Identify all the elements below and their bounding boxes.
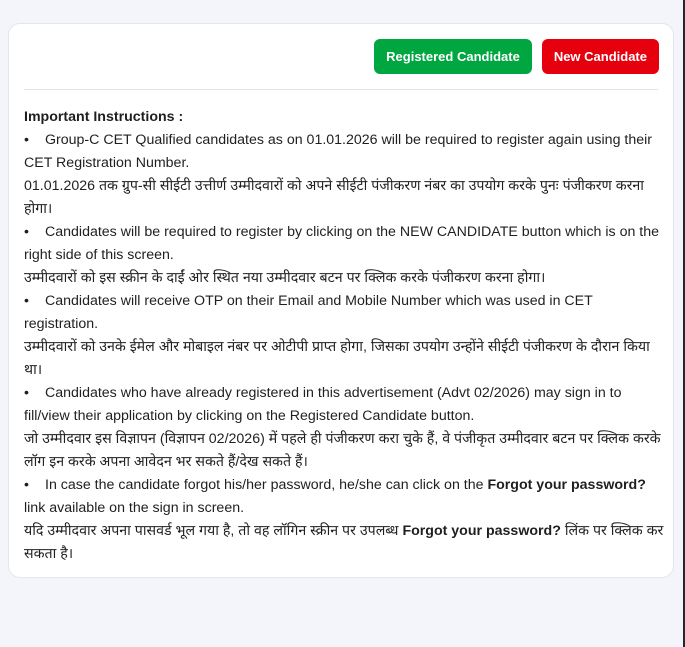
instructions-card [8,23,674,578]
instruction-en-5 [24,474,664,520]
action-buttons [374,39,659,74]
instructions-heading: Important Instructions : [24,109,184,125]
forgot-password-link-text-hi: Forgot your password? [402,523,561,539]
text: link available on the sign in screen. [24,500,245,516]
divider [24,89,658,90]
text: लिंक पर क्लिक कर सकता है। [24,523,664,562]
instruction-en-2: • Candidates will be required to register by clicking on the NEW CANDIDATE button which is on the right side of this screen. [24,221,664,267]
instruction-en-3: • Candidates will receive OTP on their Email and Mobile Number which was used in CET registration. [24,290,664,336]
text: In case the candidate forgot his/her password, he/she can click on the [45,477,488,493]
instruction-hi-3: उम्मीदवारों को उनके ईमेल और मोबाइल नंबर पर ओटीपी प्राप्त होगा, जिसका उपयोग उन्होंने सीईटी पंजीकरण के दौरान किया था। [24,339,650,378]
instruction-hi-5 [24,520,664,566]
forgot-password-link-text: Forgot your password? [487,477,646,493]
new-candidate-button[interactable]: New Candidate [542,39,659,74]
text: यदि उम्मीदवार अपना पासवर्ड भूल गया है, तो वह लॉगिन स्क्रीन पर उपलब्ध [24,523,403,539]
instruction-hi-4: जो उम्मीदवार इस विज्ञापन (विज्ञापन 02/2026) में पहले ही पंजीकरण करा चुके हैं, वे पंजीकृत उम्मीदवार बटन पर क्लिक करके लॉग इन करके अपना आवेदन भर सकते हैं/देख सकते हैं। [24,431,661,470]
instruction-hi-2: उम्मीदवारों को इस स्क्रीन के दाईं ओर स्थित नया उम्मीदवार बटन पर क्लिक करके पंजीकरण करना होगा। [24,270,546,286]
registered-candidate-button[interactable]: Registered Candidate [374,39,532,74]
instructions-content [24,106,664,566]
instruction-hi-1: 01.01.2026 तक ग्रुप-सी सीईटी उत्तीर्ण उम्मीदवारों को अपने सीईटी पंजीकरण नंबर का उपयोग करके पुनः पंजीकरण करना होगा। [24,178,644,217]
instruction-en-1: • Group-C CET Qualified candidates as on 01.01.2026 will be required to register again using their CET Registration Number. [24,129,664,175]
instruction-en-4: • Candidates who have already registered in this advertisement (Advt 02/2026) may sign in to fill/view their application by clicking on the Registered Candidate button. [24,382,664,428]
